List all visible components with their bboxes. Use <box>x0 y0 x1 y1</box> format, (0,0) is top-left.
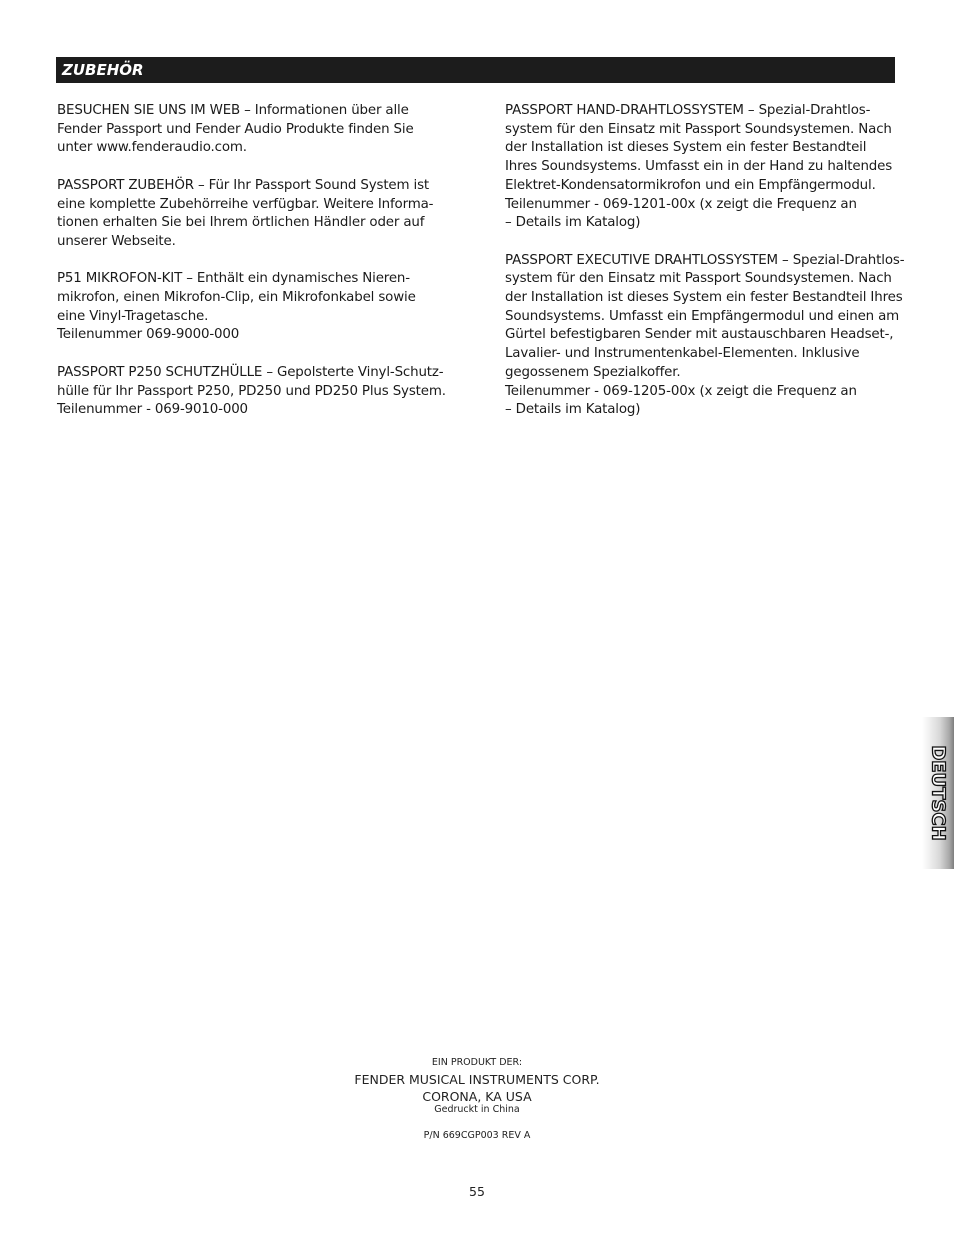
text-line: der Installation ist dieses System ein fester Bestandteil Ihres <box>505 290 903 306</box>
paragraph-p51-kit <box>57 270 449 345</box>
text-line: tionen erhalten Sie bei Ihrem örtlichen Händler oder auf <box>57 215 425 231</box>
text-line: eine komplette Zubehörreihe verfügbar. Weitere Informa- <box>57 196 434 212</box>
left-column <box>57 102 449 439</box>
text-line: unserer Webseite. <box>57 233 176 249</box>
text-line: – Details im Katalog) <box>505 215 641 231</box>
text-line: mikrofon, einen Mikrofon-Clip, ein Mikrofonkabel sowie <box>57 290 416 305</box>
page-number: 55 <box>469 1184 485 1199</box>
text-line: Teilenummer - 069-1205-00x (x zeigt die Frequenz an <box>505 383 857 399</box>
text-line: hülle für Ihr Passport P250, PD250 und PD250 Plus System. <box>57 383 446 399</box>
language-tab-label: DEUTSCH <box>927 745 949 841</box>
text-line: Ihres Soundsystems. Umfasst ein in der Hand zu haltendes <box>505 159 893 175</box>
section-title: ZUBEHÖR <box>62 61 144 79</box>
paragraph-accessories <box>57 177 449 252</box>
text-line: Soundsystems. Umfasst ein Empfängermodul und einen am <box>505 308 900 324</box>
text-line: PASSPORT P250 SCHUTZHÜLLE – Gepolsterte Vinyl-Schutz- <box>57 364 444 380</box>
text-line: P51 MIKROFON-KIT – Enthält ein dynamisches Nieren- <box>57 271 410 287</box>
paragraph-p250-cover <box>57 364 449 420</box>
text-line: Fender Passport und Fender Audio Produkte finden Sie <box>57 121 414 137</box>
text-line: PASSPORT ZUBEHÖR – Für Ihr Passport Sound System ist <box>57 177 430 193</box>
section-header-bar <box>56 57 895 83</box>
text-line: Teilenummer - 069-1201-00x (x zeigt die Frequenz an <box>505 196 857 212</box>
text-line: der Installation ist dieses System ein fester Bestandteil <box>505 140 867 156</box>
text-line: system für den Einsatz mit Passport Soundsystemen. Nach <box>505 271 892 287</box>
right-column <box>505 102 905 439</box>
paragraph-web <box>57 102 449 158</box>
text-line: Elektret-Kondensatormikrofon und ein Empfängermodul. <box>505 177 876 193</box>
text-line: Teilenummer 069-9000-000 <box>57 327 240 343</box>
footer-printed-in: Gedruckt in China <box>434 1104 520 1115</box>
text-line: BESUCHEN SIE UNS IM WEB – Informationen über alle <box>57 103 409 118</box>
text-line: gegossenem Spezialkoffer. <box>505 364 681 380</box>
footer-company: FENDER MUSICAL INSTRUMENTS CORP. <box>354 1072 600 1087</box>
footer-city: CORONA, KA USA <box>422 1089 532 1104</box>
footer-eyebrow: EIN PRODUKT DER: <box>431 1057 523 1068</box>
text-line: eine Vinyl-Tragetasche. <box>57 308 209 324</box>
paragraph-hand-wireless <box>505 102 905 233</box>
text-line: PASSPORT HAND-DRAHTLOSSYSTEM – Spezial-Drahtlos- <box>505 103 871 118</box>
text-line: PASSPORT EXECUTIVE DRAHTLOSSYSTEM – Spezial-Drahtlos- <box>505 252 905 268</box>
paragraph-executive-wireless <box>505 252 905 420</box>
text-line: – Details im Katalog) <box>505 402 641 418</box>
text-line: Lavalier- und Instrumentenkabel-Elementen. Inklusive <box>505 346 860 362</box>
text-line: system für den Einsatz mit Passport Soundsystemen. Nach <box>505 121 892 137</box>
footer-part-number: P/N 669CGP003 REV A <box>423 1130 531 1141</box>
text-line: Gürtel befestigbaren Sender mit austauschbaren Headset-, <box>505 327 894 343</box>
text-line: Teilenummer - 069-9010-000 <box>57 402 248 418</box>
language-tab <box>922 717 954 869</box>
text-line: unter www.fenderaudio.com. <box>57 140 247 156</box>
